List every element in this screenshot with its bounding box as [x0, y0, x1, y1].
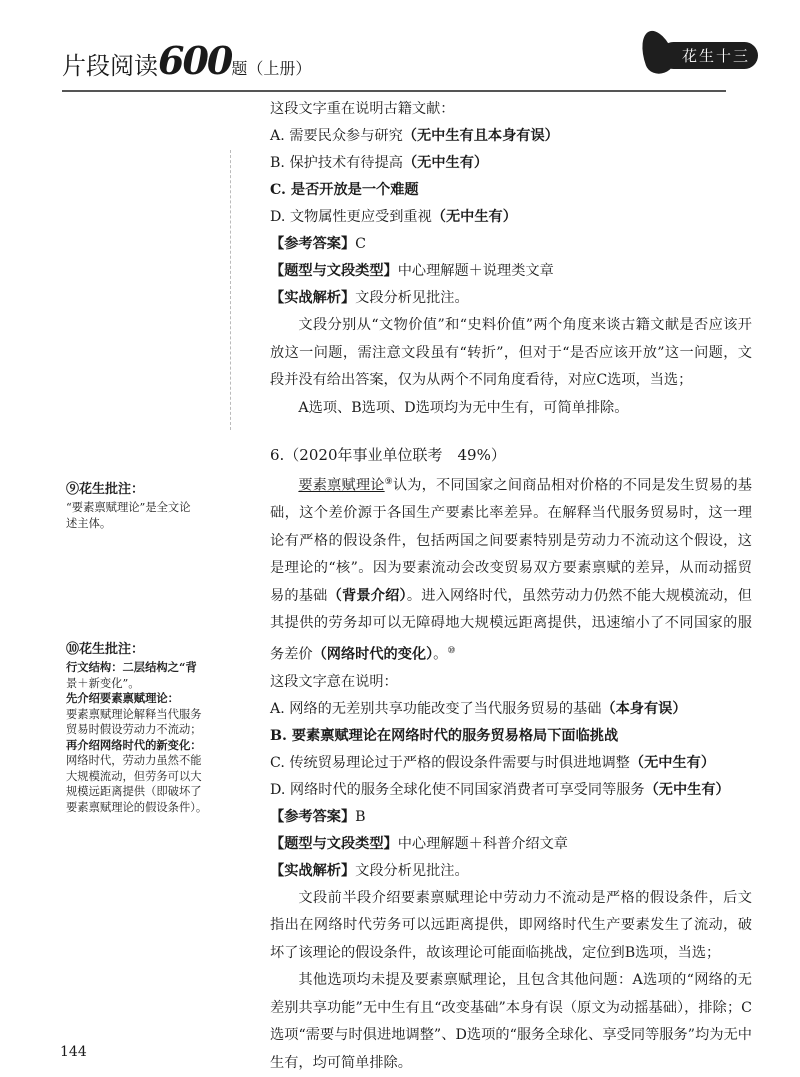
q6-explanation: 文段前半段介绍要素禀赋理论中劳动力不流动是严格的假设条件，后文指出在网络时代劳务可以远距离提供，即网络时代生产要素发生了流动，破坏了该理论的假设条件，故该理论可能面临挑战，定位到B选项，当选；: [270, 889, 752, 961]
passage-tag: （背景介绍）: [327, 587, 407, 604]
option-tag: （无中生有且本身有误）: [402, 128, 559, 144]
analysis-label: 【实战解析】: [270, 290, 356, 306]
side-note-line: “要素禀赋理论”是全文论: [66, 501, 191, 514]
answer-label: 【参考答案】: [270, 808, 356, 825]
q6-option-b: [270, 723, 752, 750]
passage-term: 要素禀赋理论: [298, 477, 385, 494]
side-note-line: 先介绍要素禀赋理论：: [66, 691, 179, 705]
side-note-title: ⑩花生批注：: [66, 642, 145, 657]
q6-passage: [270, 469, 752, 669]
note-ref-9: ⑨: [384, 477, 393, 487]
option-text: C. 传统贸易理论过于严格的假设条件需要与时俱进地调整: [270, 754, 630, 771]
analysis-label: 【实战解析】: [270, 862, 356, 879]
answer-value: B: [355, 808, 366, 825]
passage-text: 。进入网络时代，虽然劳动力仍然不能大规模流动，但其提供的劳务却可以无障碍地大规模远距离提供，迅速缩小了不同国家的服务差价: [270, 587, 752, 663]
q5-answer: [270, 231, 752, 258]
main-column: [270, 96, 752, 1077]
side-note-9: [66, 480, 226, 531]
option-tag: （无中生有）: [402, 155, 489, 171]
q6-option-d: [270, 777, 752, 804]
option-text: B. 保护技术有待提高: [270, 155, 403, 171]
q6-answer: [270, 804, 752, 831]
q5-type: [270, 258, 752, 285]
q5-stem: 这段文字重在说明古籍文献：: [270, 101, 455, 117]
answer-value: C: [355, 236, 366, 252]
side-note-line: 述主体。: [66, 516, 112, 530]
q6-explanation: 其他选项均未提及要素禀赋理论，且包含其他问题：A选项的“网络的无差别共享功能”无中生有且“改变基础”本身有误（原文为动摇基础），排除；C选项“需要与时俱进地调整”、D选项的“服务全球化、享受同等服务”均为无中生有，均可简单排除。: [270, 972, 752, 1071]
analysis-value: 文段分析见批注。: [355, 862, 469, 879]
q5-explanation: 文段分别从“文物价值”和“史料价值”两个角度来谈古籍文献是否应该开放这一问题，需注意文段虽有“转折”，但对于“是否应该开放”这一问题，文段并没有给出答案，仅为从两个不同角度看待，对应C选项，当选；: [270, 317, 752, 388]
analysis-value: 文段分析见批注。: [355, 290, 469, 306]
note-ref-10: ⑩: [447, 645, 456, 656]
option-text: A. 网络的无差别共享功能改变了当代服务贸易的基础: [270, 700, 602, 717]
type-label: 【题型与文段类型】: [270, 835, 398, 852]
passage-text: 。: [433, 646, 448, 663]
side-note-line: 行文结构：二层结构之“背: [66, 660, 197, 674]
option-tag: （无中生有）: [431, 209, 517, 225]
side-note-line: 再介绍网络时代的新变化：: [66, 737, 202, 752]
q6-heading: 6.（2020年事业单位联考 49%）: [270, 446, 506, 464]
option-tag: （本身有误）: [601, 700, 687, 717]
side-note-10: [66, 640, 226, 815]
side-note-line: 规模远距离提供（即破坏了: [66, 785, 202, 798]
side-note-title: ⑨花生批注：: [66, 482, 145, 497]
option-tag: （无中生有）: [629, 754, 716, 771]
brand-logo-text: 花生十三: [660, 42, 758, 69]
option-text: D. 网络时代的服务全球化使不同国家消费者可享受同等服务: [270, 781, 645, 798]
q5-analysis: [270, 285, 752, 312]
book-title-number: 600: [158, 38, 232, 83]
passage-tag: （网络时代的变化）: [312, 646, 434, 663]
type-label: 【题型与文段类型】: [270, 263, 398, 279]
q6-option-a: [270, 696, 752, 723]
side-note-line: 贸易时假设劳动力不流动；: [66, 723, 202, 736]
column-divider: [230, 150, 231, 430]
option-text: B. 要素禀赋理论在网络时代的服务贸易格局下面临挑战: [270, 727, 619, 744]
brand-logo: [638, 30, 758, 74]
type-value: 中心理解题＋说理类文章: [397, 263, 554, 279]
page-number: 144: [60, 1044, 87, 1060]
q5-option-d: [270, 204, 752, 231]
option-text: C. 是否开放是一个难题: [270, 182, 419, 198]
header-divider: [62, 90, 726, 92]
option-text: A. 需要民众参与研究: [270, 128, 403, 144]
q6-option-c: [270, 750, 752, 777]
q6-stem: 这段文字意在说明：: [270, 673, 398, 690]
book-title: [62, 38, 311, 83]
side-note-line: 要素禀赋理论的假设条件）。: [66, 800, 208, 814]
type-value: 中心理解题＋科普介绍文章: [397, 835, 568, 852]
passage-text: 认为，不同国家之间商品相对价格的不同是发生贸易的基础，这个差价源于各国生产要素比率差异。在解释当代服务贸易时，这一理论有严格的假设条件，包括两国之间要素特别是劳动力不流动这个假设，这是理论的“核”。因为要素流动会改变贸易双方要素禀赋的差异，从而动摇贸易的基础: [270, 477, 752, 604]
q6-analysis: [270, 858, 752, 885]
option-text: D. 文物属性更应受到重视: [270, 209, 432, 225]
option-tag: （无中生有）: [644, 781, 730, 798]
q5-explanation: A选项、B选项、D选项均为无中生有，可简单排除。: [298, 399, 629, 416]
side-note-line: 大规模流动，但劳务可以大: [66, 769, 202, 783]
q5-option-c: [270, 177, 752, 204]
book-title-text: 片段阅读: [62, 52, 158, 80]
q6-type: [270, 831, 752, 858]
q5-option-a: [270, 123, 752, 150]
side-note-line: 要素禀赋理论解释当代服务: [66, 707, 202, 721]
book-title-suffix: 题（上册）: [231, 59, 312, 78]
q5-option-b: [270, 150, 752, 177]
side-note-line: 景＋新变化”。: [66, 676, 140, 690]
answer-label: 【参考答案】: [270, 236, 356, 252]
side-note-line: 网络时代，劳动力虽然不能: [66, 754, 202, 767]
